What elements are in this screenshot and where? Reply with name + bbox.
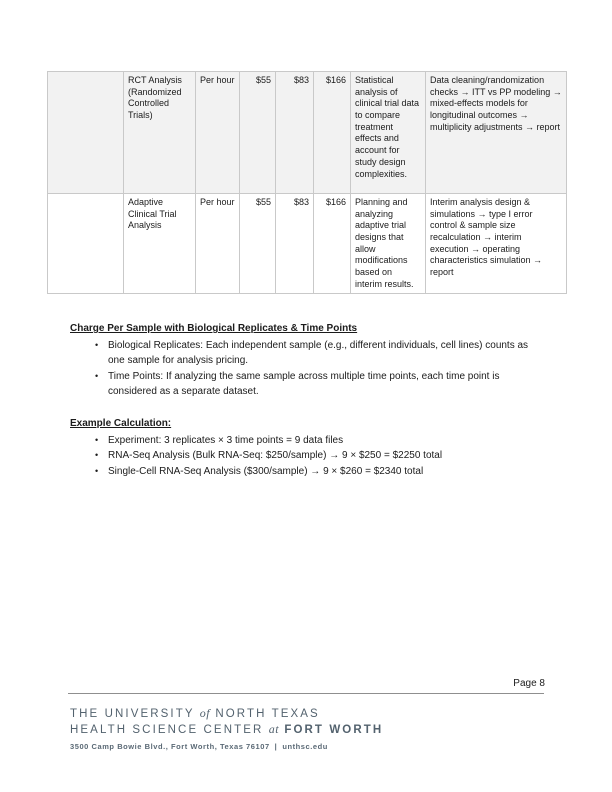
cell-service: Adaptive Clinical Trial Analysis (124, 194, 196, 294)
bullet-marker: • (95, 450, 99, 461)
bullet-list (70, 433, 546, 480)
cell-price-academic: $83 (276, 194, 314, 294)
cell-category (48, 72, 124, 194)
bullet-item (70, 338, 546, 369)
logo-connector: of (199, 706, 211, 720)
bullet-marker: • (95, 465, 99, 476)
logo-text: NORTH TEXAS (215, 708, 320, 720)
cell-price-academic: $83 (276, 72, 314, 194)
cell-unit: Per hour (196, 194, 240, 294)
bullet-text: Experiment: 3 replicates × 3 time points = 9 data files (108, 434, 344, 446)
bullet-marker: • (95, 339, 99, 350)
section-heading: Charge Per Sample with Biological Replicates & Time Points (70, 323, 358, 334)
cell-service: RCT Analysis (Randomized Controlled Trials) (124, 72, 196, 194)
section-heading: Example Calculation: (70, 417, 172, 429)
bullet-text: RNA-Seq Analysis (Bulk RNA-Seq: $250/sample) → 9 × $250 = $2250 total (108, 450, 443, 462)
cell-unit: Per hour (196, 72, 240, 194)
bullet-marker: • (95, 370, 99, 381)
bullet-item (70, 464, 546, 480)
logo-text: THE UNIVERSITY (70, 708, 195, 720)
table-row (48, 72, 567, 194)
address-separator: | (274, 742, 278, 751)
address-text: 3500 Camp Bowie Blvd., Fort Worth, Texas 76107 (70, 742, 270, 751)
cell-price-industry: $166 (314, 194, 351, 294)
bullet-text: Single-Cell RNA-Seq Analysis ($300/sample) → 9 × $260 = $2340 total (108, 465, 424, 477)
bullet-list (70, 338, 546, 400)
cell-workflow: Interim analysis design & simulations → type I error control & sample size recalculation → interim execution → operating characteristics simulation → report (426, 194, 567, 294)
cell-price-internal: $55 (240, 72, 276, 194)
bullet-text: Time Points: If analyzing the same sample across multiple time points, each time point is considered as a separate dataset. (108, 370, 500, 398)
logo-text: HEALTH SCIENCE CENTER (70, 723, 264, 736)
bullet-text: Biological Replicates: Each independent sample (e.g., different individuals, cell lines) counts as one sample for analysis pricing. (108, 339, 529, 367)
unthsc-logo (70, 706, 383, 737)
bullet-item (70, 448, 546, 464)
cell-category (48, 194, 124, 294)
logo-line-1 (70, 706, 383, 722)
pricing-table (47, 71, 567, 294)
page-number: Page 8 (513, 678, 545, 689)
section-charge-per-sample (70, 321, 546, 400)
bullet-item (70, 433, 546, 449)
cell-price-internal: $55 (240, 194, 276, 294)
website-text: unthsc.edu (282, 742, 328, 751)
cell-description: Statistical analysis of clinical trial data to compare treatment effects and account for study design complexities. (351, 72, 426, 194)
footer-address (70, 742, 328, 751)
bullet-marker: • (95, 434, 99, 445)
section-example-calculation (70, 416, 546, 479)
logo-line-2 (70, 722, 383, 738)
body-content (70, 321, 546, 479)
table-row (48, 194, 567, 294)
logo-text: FORT WORTH (284, 723, 384, 736)
cell-workflow: Data cleaning/randomization checks → ITT vs PP modeling → mixed-effects models for longitudinal outcomes → multiplicity adjustments → report (426, 72, 567, 194)
cell-price-industry: $166 (314, 72, 351, 194)
cell-description: Planning and analyzing adaptive trial designs that allow modifications based on interim results. (351, 194, 426, 294)
logo-connector: at (268, 721, 280, 736)
bullet-item (70, 369, 546, 400)
footer-divider (68, 693, 544, 694)
